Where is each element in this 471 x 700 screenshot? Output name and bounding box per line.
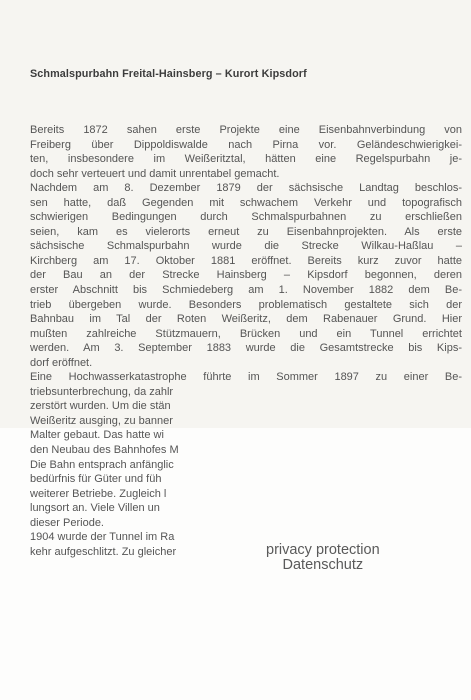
text-line: ten, insbesondere im Weißeritztal, hätten eine Regelspurbahn je- [30,153,462,166]
privacy-watermark [266,543,380,573]
text-line: Freiberg über Dippoldiswalde nach Pirna vor. Geländeschwierigkei- [30,138,462,151]
text-line: dieser Periode. [30,516,104,529]
text-line: mußten zahlreiche Stützmauern, Brücken und ein Tunnel errichtet [30,327,462,340]
paragraph-5 [30,530,462,559]
paragraph-2 [30,181,462,370]
text-line: weiterer Betriebe. Zugleich l [30,487,167,500]
paragraph-4 [30,458,462,531]
privacy-line-en: privacy protection [266,542,380,558]
text-line: den Neubau des Bahnhofes M [30,444,179,457]
text-line: Die Bahn entsprach anfänglic [30,458,174,471]
text-line: kehr aufgeschlitzt. Zu gleicher [30,545,177,558]
text-line: sächsische Schmalspurbahn wurde die Strecke Wilkau-Haßlau – [30,240,462,253]
text-line: seien, kam es vielerorts erneut zu Eisenbahnprojekten. Als erste [30,225,462,238]
paragraph-1 [30,123,462,181]
text-line: triebsunterbrechung, da zahlr [30,385,174,398]
text-line: der Bau an der Strecke Hainsberg – Kipsdorf begonnen, deren [30,269,462,282]
text-line: Malter gebaut. Das hatte wi [30,429,164,442]
paragraph-3 [30,370,462,457]
text-line: werden. Am 3. September 1883 wurde die Gesamtstrecke bis Kips- [30,342,462,355]
text-line: bedürfnis für Güter und füh [30,473,162,486]
text-line: schwierigen Bedingungen durch Schmalspurbahnen zu erschließen [30,211,462,224]
text-line: 1904 wurde der Tunnel im Ra [30,531,175,544]
text-line: Eine Hochwasserkatastrophe führte im Sommer 1897 zu einer Be- [30,371,462,384]
text-line: trieb übergeben wurde. Besonders problematisch gestaltete sich der [30,298,462,311]
privacy-line-de: Datenschutz [282,557,364,573]
text-line: zerstört wurden. Um die stän [30,400,171,413]
document-body [30,123,462,559]
text-line: lungsort an. Viele Villen un [30,502,160,515]
text-line: erster Abschnitt bis Schmiedeberg am 1. November 1882 dem Be- [30,284,462,297]
text-line: Weißeritz ausging, zu banner [30,414,173,427]
text-line: sen hatte, daß Gegenden mit schwachem Verkehr und topografisch [30,196,462,209]
text-line: doch sehr verteuert und damit unrentabel gemacht. [30,167,280,180]
text-line: dorf eröffnet. [30,356,93,369]
text-line: Kirchberg am 17. Oktober 1881 eröffnet. Bereits kurz zuvor hatte [30,254,462,267]
text-line: Bahnbau im Tal der Roten Weißeritz, dem Rabenauer Grund. Hier [30,313,462,326]
text-line: Nachdem am 8. Dezember 1879 der sächsische Landtag beschlos- [30,182,462,195]
document-title: Schmalspurbahn Freital-Hainsberg – Kurort Kipsdorf [30,68,307,80]
text-line: Bereits 1872 sahen erste Projekte eine Eisenbahnverbindung von [30,124,462,136]
